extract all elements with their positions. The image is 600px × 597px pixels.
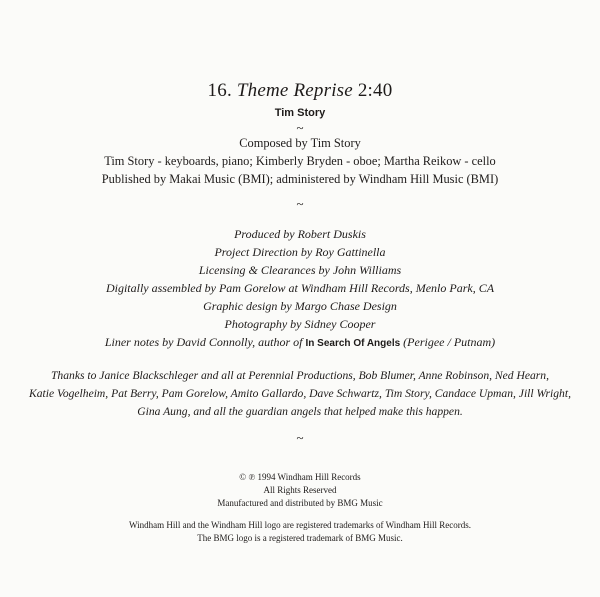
liner-notes-line: [0, 335, 600, 350]
production-line: Produced by Robert Duskis: [234, 227, 366, 241]
track-title: [0, 80, 600, 102]
separator-3: ~: [296, 430, 304, 445]
track-duration: 2:40: [357, 80, 393, 101]
liner-notes-prefix: Liner notes by David Connolly, author of: [104, 335, 303, 349]
production-line: Project Direction by Roy Gattinella: [214, 245, 386, 259]
thanks-line: Katie Vogelheim, Pat Berry, Pam Gorelow, Amito Gallardo, Dave Schwartz, Tim Story, Candace Upman, Jill Wright,: [29, 387, 571, 400]
production-line: Photography by Sidney Cooper: [224, 317, 376, 331]
trademark-line: Windham Hill and the Windham Hill logo are registered trademarks of Windham Hill Records.: [129, 520, 471, 530]
production-line: Licensing & Clearances by John Williams: [198, 263, 402, 277]
track-name: Theme Reprise: [236, 80, 353, 101]
performers-line: Tim Story - keyboards, piano; Kimberly Bryden - oboe; Martha Reikow - cello: [104, 154, 496, 168]
copyright-line: © ℗ 1994 Windham Hill Records: [239, 472, 361, 482]
book-publisher: (Perigee / Putnam): [403, 335, 496, 349]
trademark-line: The BMG logo is a registered trademark of BMG Music.: [197, 533, 403, 543]
rights-line: All Rights Reserved: [263, 485, 337, 495]
composer-line: Composed by Tim Story: [239, 136, 361, 150]
production-line: Graphic design by Margo Chase Design: [203, 299, 397, 313]
publisher-line: Published by Makai Music (BMI); administered by Windham Hill Music (BMI): [101, 172, 499, 186]
thanks-line: Thanks to Janice Blackschleger and all at Perennial Productions, Bob Blumer, Anne Robinson, Ned Hearn,: [50, 369, 550, 382]
book-title: In Search Of Angels: [305, 338, 401, 349]
track-artist: Tim Story: [274, 107, 326, 119]
production-line: Digitally assembled by Pam Gorelow at Windham Hill Records, Menlo Park, CA: [105, 281, 495, 295]
track-number: 16.: [207, 80, 232, 101]
separator-1: ~: [296, 120, 304, 135]
manufactured-line: Manufactured and distributed by BMG Music: [217, 498, 383, 508]
separator-2: ~: [296, 196, 304, 211]
thanks-line: Gina Aung, and all the guardian angels that helped make this happen.: [137, 405, 463, 418]
